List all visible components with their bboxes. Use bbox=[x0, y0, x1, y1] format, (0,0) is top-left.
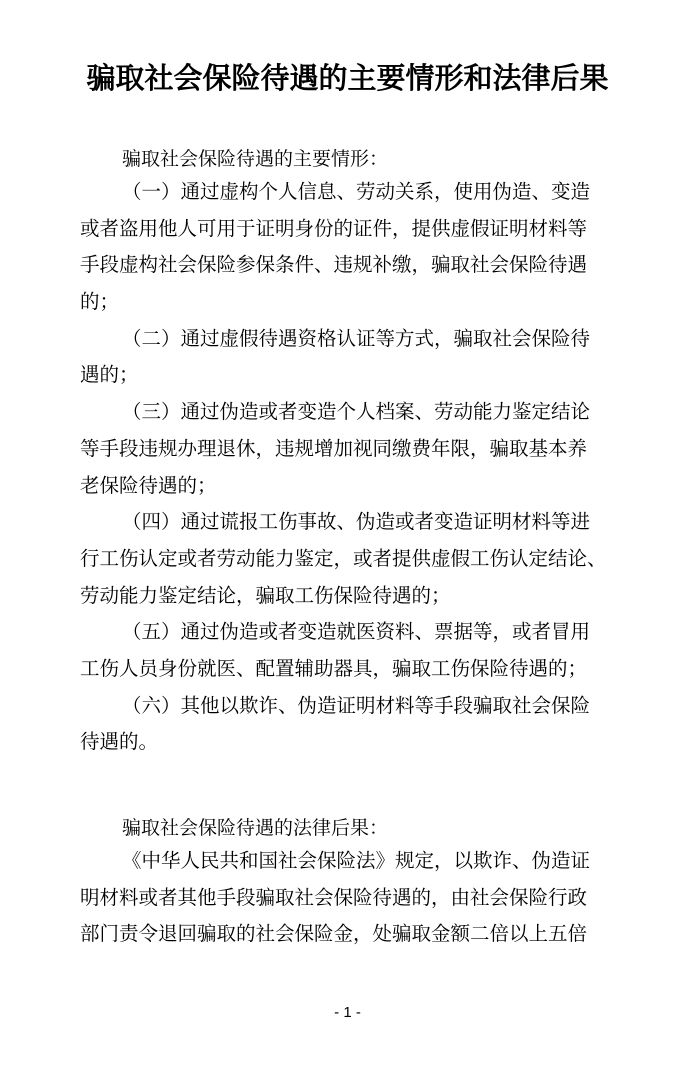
section-body-situations bbox=[80, 174, 640, 761]
paragraph-line: 《中华人民共和国社会保险法》规定，以欺诈、伪造证 bbox=[122, 849, 591, 872]
paragraph-line: 手段虚构社会保险参保条件、违规补缴，骗取社会保险待遇 bbox=[80, 253, 588, 277]
page-number: - 1 - bbox=[334, 1004, 361, 1021]
paragraph-line: （三）通过伪造或者变造个人档案、劳动能力鉴定结论 bbox=[122, 400, 591, 424]
section-body-consequences bbox=[80, 843, 640, 953]
paragraph-line: 待遇的。 bbox=[80, 730, 159, 754]
paragraph-line: 工伤人员身份就医、配置辅助器具，骗取工伤保险待遇的； bbox=[80, 656, 588, 680]
paragraph-line: 劳动能力鉴定结论，骗取工伤保险待遇的； bbox=[80, 583, 451, 607]
paragraph-line: 的； bbox=[80, 290, 120, 314]
paragraph-line: 部门责令退回骗取的社会保险金，处骗取金额二倍以上五倍 bbox=[80, 922, 588, 946]
paragraph-line: （一）通过虚构个人信息、劳动关系，使用伪造、变造 bbox=[122, 180, 591, 203]
paragraph-line: 遇的； bbox=[80, 363, 139, 387]
paragraph-line: （五）通过伪造或者变造就医资料、票据等，或者冒用 bbox=[122, 620, 591, 644]
paragraph-line: （二）通过虚假待遇资格认证等方式，骗取社会保险待 bbox=[122, 326, 591, 350]
paragraph-line: 老保险待遇的； bbox=[80, 473, 217, 497]
section-heading-consequences: 骗取社会保险待遇的法律后果： bbox=[122, 817, 389, 839]
page-title: 骗取社会保险待遇的主要情形和法律后果 bbox=[86, 61, 609, 95]
paragraph-line: 或者盗用他人可用于证明身份的证件，提供虚假证明材料等 bbox=[80, 216, 588, 240]
paragraph-line: （四）通过谎报工伤事故、伪造或者变造证明材料等进 bbox=[122, 510, 591, 534]
paragraph-line: 等手段违规办理退休，违规增加视同缴费年限，骗取基本养 bbox=[80, 436, 588, 460]
paragraph-line: 行工伤认定或者劳动能力鉴定，或者提供虚假工伤认定结论、 bbox=[80, 546, 607, 570]
paragraph-line: （六）其他以欺诈、伪造证明材料等手段骗取社会保险 bbox=[122, 693, 591, 717]
section-heading-situations: 骗取社会保险待遇的主要情形： bbox=[122, 148, 389, 170]
paragraph-line: 明材料或者其他手段骗取社会保险待遇的，由社会保险行政 bbox=[80, 885, 588, 909]
